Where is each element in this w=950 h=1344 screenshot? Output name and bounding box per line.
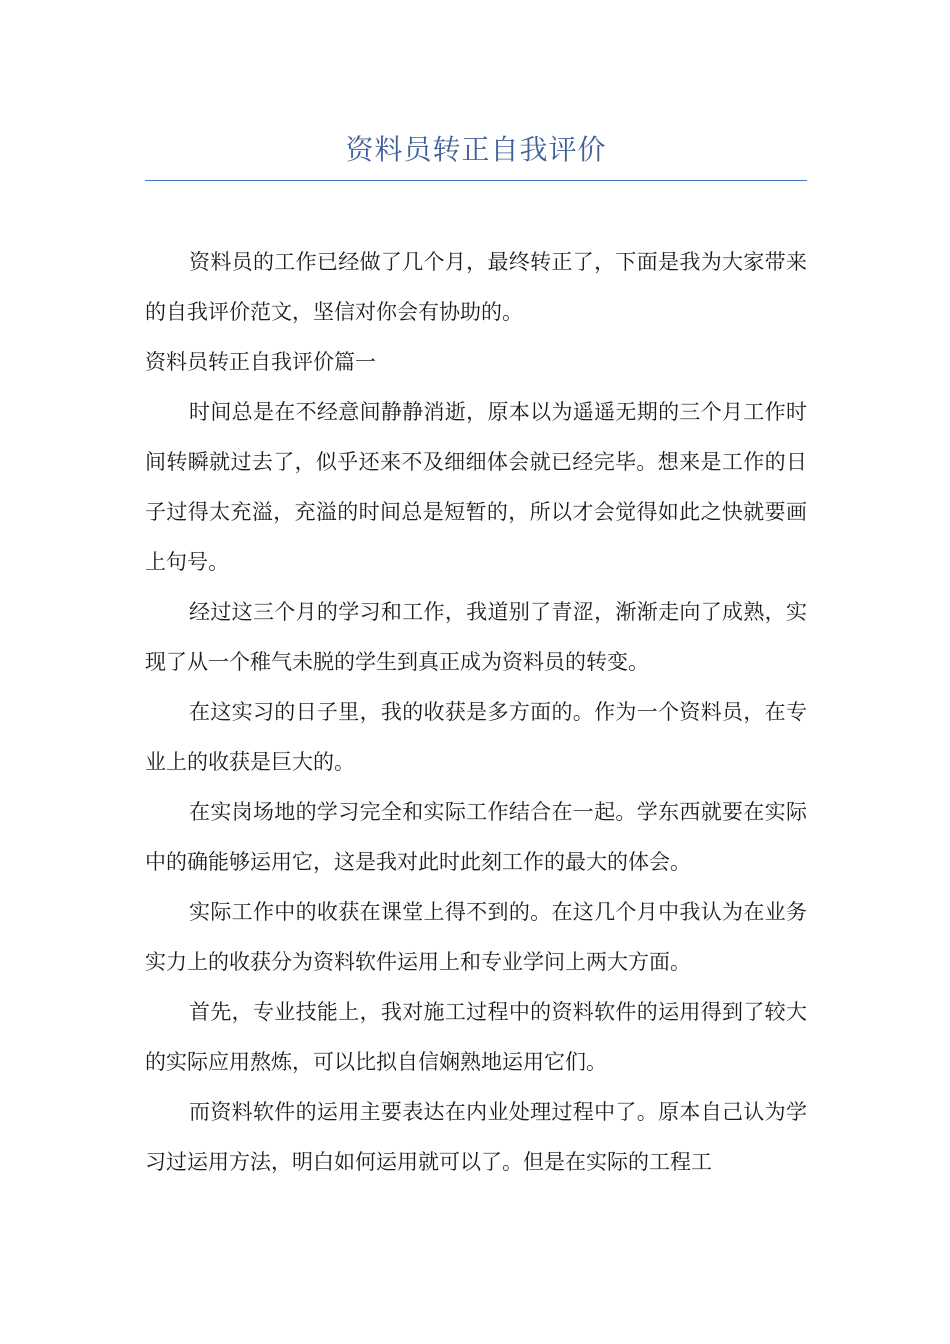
paragraph: 资料员的工作已经做了几个月，最终转正了，下面是我为大家带来的自我评价范文，坚信对你会有协助的。 xyxy=(145,250,807,324)
paragraph: 而资料软件的运用主要表达在内业处理过程中了。原本自己认为学习过运用方法，明白如何运用就可以了。但是在实际的工程工 xyxy=(145,1100,807,1174)
document-body xyxy=(145,237,807,1187)
paragraph: 经过这三个月的学习和工作，我道别了青涩，渐渐走向了成熟，实现了从一个稚气未脱的学生到真正成为资料员的转变。 xyxy=(145,600,807,674)
paragraph: 在实岗场地的学习完全和实际工作结合在一起。学东西就要在实际中的确能够运用它，这是我对此时此刻工作的最大的体会。 xyxy=(145,800,807,874)
paragraph: 时间总是在不经意间静静消逝，原本以为遥遥无期的三个月工作时间转瞬就过去了，似乎还来不及细细体会就已经完毕。想来是工作的日子过得太充溢，充溢的时间总是短暂的，所以才会觉得如此之快就要画上句号。 xyxy=(145,400,807,574)
title-divider xyxy=(145,180,807,181)
page-title: 资料员转正自我评价 xyxy=(345,133,607,166)
section-heading: 资料员转正自我评价篇一 xyxy=(145,350,376,374)
paragraph: 实际工作中的收获在课堂上得不到的。在这几个月中我认为在业务实力上的收获分为资料软件运用上和专业学问上两大方面。 xyxy=(145,900,807,974)
paragraph: 在这实习的日子里，我的收获是多方面的。作为一个资料员，在专业上的收获是巨大的。 xyxy=(145,700,807,774)
paragraph: 首先，专业技能上，我对施工过程中的资料软件的运用得到了较大的实际应用熬炼，可以比拟自信娴熟地运用它们。 xyxy=(145,1000,807,1074)
